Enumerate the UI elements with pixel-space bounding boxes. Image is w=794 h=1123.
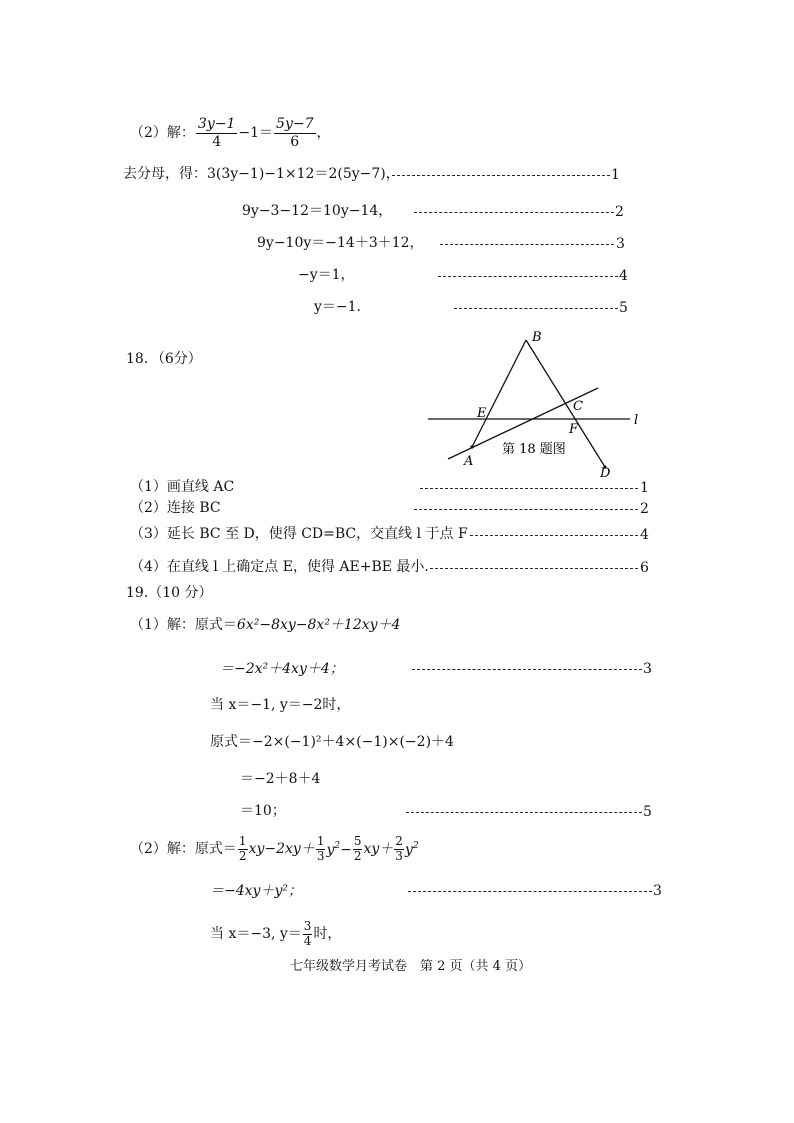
- problem-label: （2）解：: [130, 125, 195, 141]
- score-leader: [408, 891, 652, 892]
- score-leader: [414, 212, 614, 213]
- fraction: 1 3: [316, 834, 325, 863]
- q19-p2-condition: 当 x＝−3, y＝ 3 4 时，: [210, 919, 342, 948]
- geometry-figure: [420, 325, 650, 485]
- fraction: 1 2: [238, 834, 247, 863]
- score-point: 5: [643, 804, 652, 820]
- score-point: 1: [640, 480, 649, 496]
- score-leader: [438, 276, 618, 277]
- solution-step-1: 去分母，得：3(3y−1)−1×12＝2(5y−7)，: [123, 166, 400, 182]
- fraction-left: $\frac{3y-1}{4}$: [197, 116, 236, 150]
- q19-p1-condition: 当 x＝−1, y＝−2时，: [210, 697, 351, 713]
- q19-p1-simplified: ＝−2x²＋4xy＋4；: [220, 661, 344, 677]
- question-19-heading: 19.（10 分）: [126, 585, 213, 601]
- score-leader: [392, 175, 610, 176]
- score-leader: [440, 244, 614, 245]
- q19-p1-line: [130, 618, 400, 632]
- point-a-dot: [470, 445, 473, 448]
- score-point: 4: [619, 268, 628, 284]
- score-point: 3: [653, 883, 662, 899]
- label-d: D: [600, 466, 611, 481]
- score-point: 3: [616, 236, 625, 252]
- score-point: 6: [640, 560, 649, 576]
- q19-p1-expression: 6x²−8xy−8x²＋12xy＋4: [236, 617, 401, 633]
- score-leader: [454, 308, 618, 309]
- score-leader: [420, 488, 638, 489]
- solution-step-2: 9y−3−12＝10y−14，: [242, 203, 393, 219]
- q18-item-4: （4）在直线 l 上确定点 E，使得 AE+BE 最小．: [130, 559, 439, 575]
- score-leader: [414, 509, 638, 510]
- score-leader: [412, 669, 642, 670]
- fraction: $\frac{5}{2}$: [353, 834, 362, 863]
- score-leader: [470, 535, 638, 536]
- label-b: B: [532, 330, 542, 345]
- segment-ba: [472, 340, 526, 447]
- label-c: C: [573, 399, 583, 414]
- solution-step-3: 9y−10y＝−14＋3＋12，: [257, 235, 424, 251]
- label-l: l: [634, 413, 639, 428]
- solution-step-4: −y＝1，: [298, 267, 355, 283]
- q19-p1-label: （1）解：原式＝: [130, 617, 237, 633]
- equation-middle: −1＝: [238, 125, 274, 141]
- q19-p1-result: ＝10；: [240, 803, 286, 819]
- q19-p1-calculation: ＝−2＋8＋4: [240, 771, 321, 787]
- q18-item-3: （3）延长 BC 至 D，使得 CD=BC，交直线 l 于点 F: [130, 526, 468, 542]
- fraction-right: $\frac{5y-7}{6}$: [276, 116, 314, 150]
- solution-step-5: y＝−1．: [314, 299, 371, 315]
- label-a: A: [464, 454, 474, 469]
- score-point: 1: [611, 167, 620, 183]
- q19-p1-substitution: 原式＝−2×(−1)²＋4×(−1)×(−2)＋4: [210, 734, 454, 750]
- question-18-heading: 18．（6分）: [126, 351, 202, 367]
- score-point: 4: [640, 527, 649, 543]
- q18-item-2: （2）连接 BC: [130, 500, 221, 516]
- equation-end: ，: [316, 125, 331, 141]
- q19-p2-label: （2）解：原式＝: [130, 841, 237, 857]
- fraction: 2 3: [395, 834, 403, 863]
- score-point: 3: [643, 661, 652, 677]
- score-leader: [406, 812, 642, 813]
- label-f: F: [569, 422, 579, 437]
- fraction: 3 4: [303, 919, 312, 948]
- q18-item-1: （1）画直线 AC: [130, 479, 235, 495]
- figure-caption: 第 18 题图: [502, 442, 566, 457]
- score-point: 5: [619, 300, 628, 316]
- problem-17-2-equation: [130, 116, 331, 150]
- label-e: E: [477, 406, 487, 421]
- score-point: 2: [640, 501, 649, 517]
- q19-p2-simplified: ＝−4xy＋y²；: [210, 883, 302, 899]
- q19-p2-line: （2）解：原式＝ 1 2 xy−2xy＋ 1 3 $y^2-$ $\frac{5}{2}$ xy＋ 2 3 $y^2$: [130, 834, 419, 863]
- score-point: 2: [615, 204, 624, 220]
- score-leader: [430, 568, 638, 569]
- page-footer: 七年级数学月考试卷 第 2 页（共 4 页）: [290, 959, 532, 974]
